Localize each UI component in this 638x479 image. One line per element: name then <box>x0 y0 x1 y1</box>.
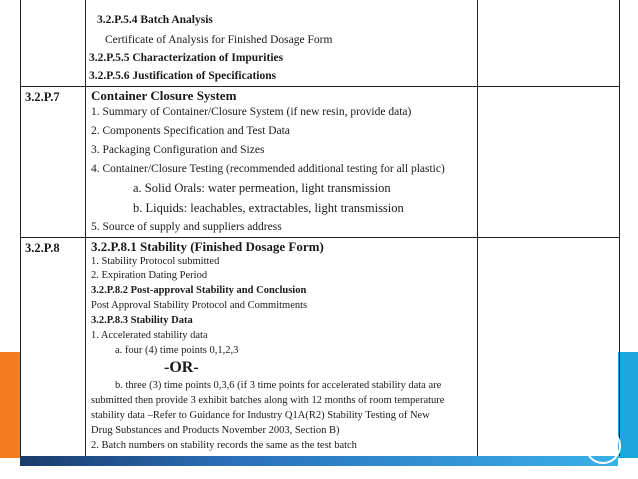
heading-stability: 3.2.P.8.1 Stability (Finished Dosage Form) <box>91 239 324 254</box>
heading-post-approval: 3.2.P.8.2 Post-approval Stability and Conclusion <box>91 285 307 296</box>
heading-batch-analysis: 3.2.P.5.4 Batch Analysis <box>97 14 213 26</box>
list-item: 5. Source of supply and suppliers address <box>91 221 282 233</box>
heading-impurities: 3.2.P.5.5 Characterization of Impurities <box>89 52 284 64</box>
list-item: b. Liquids: leachables, extractables, light transmission <box>133 201 404 215</box>
list-item: 3. Packaging Configuration and Sizes <box>91 144 265 156</box>
table-row <box>21 0 619 87</box>
list-item: 2. Batch numbers on stability records the same as the test batch <box>91 440 357 451</box>
paragraph-line: stability data –Refer to Guidance for Industry Q1A(R2) Stability Testing of New <box>91 410 430 421</box>
list-item: 2. Components Specification and Test Data <box>91 125 290 137</box>
text-certificate-of-analysis: Certificate of Analysis for Finished Dosage Form <box>105 34 333 46</box>
list-item: b. three (3) time points 0,3,6 (if 3 time points for accelerated stability data are <box>115 380 442 391</box>
list-item: 2. Expiration Dating Period <box>91 270 208 281</box>
heading-justification: 3.2.P.5.6 Justification of Specifications <box>89 70 277 82</box>
list-item: 4. Container/Closure Testing (recommended additional testing for all plastic) <box>91 163 445 175</box>
paragraph-line: Drug Substances and Products November 2003, Section B) <box>91 425 340 436</box>
text-post-approval: Post Approval Stability Protocol and Commitments <box>91 300 308 311</box>
list-item: a. four (4) time points 0,1,2,3 <box>115 345 239 356</box>
circle-outline-icon <box>585 428 621 464</box>
section-title: Container Closure System <box>91 88 237 103</box>
or-separator: -OR- <box>164 359 199 376</box>
paragraph-line: submitted then provide 3 exhibit batches along with 12 months of room temperature <box>91 395 445 406</box>
footer-gradient-bar <box>20 456 618 466</box>
section-number: 3.2.P.7 <box>25 90 60 104</box>
list-item: 1. Stability Protocol submitted <box>91 256 220 267</box>
section-number: 3.2.P.8 <box>25 241 60 255</box>
document-table <box>20 0 620 456</box>
heading-stability-data: 3.2.P.8.3 Stability Data <box>91 315 193 326</box>
list-item: 1. Summary of Container/Closure System (if new resin, provide data) <box>91 106 412 118</box>
table-row <box>21 237 619 456</box>
list-item: a. Solid Orals: water permeation, light transmission <box>133 181 391 195</box>
blue-accent-bar <box>618 352 638 470</box>
orange-accent-bar <box>0 352 20 470</box>
list-item: 1. Accelerated stability data <box>91 330 208 341</box>
table-row <box>21 86 619 238</box>
